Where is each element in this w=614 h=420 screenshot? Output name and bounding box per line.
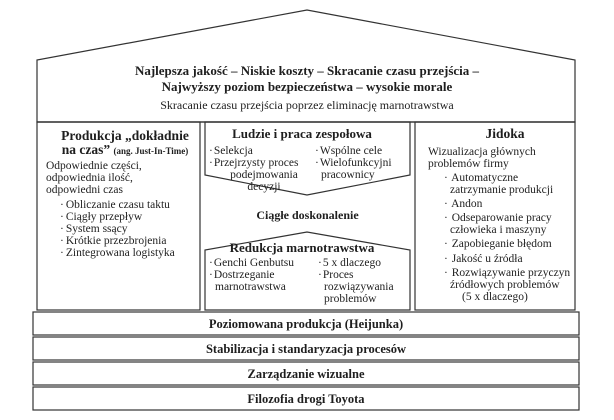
left-pillar-title-note: (ang. Just-In-Time)	[113, 146, 189, 157]
list-item: · Ciągły przepływ	[60, 211, 202, 223]
list-item-cont: decyzji	[247, 181, 281, 194]
list-item: · Genchi Genbutsu	[209, 257, 319, 269]
center-top-right-list	[315, 145, 410, 181]
list-item-cont: problemów	[324, 293, 377, 306]
right-pillar-body	[428, 144, 588, 305]
list-item-line: zatrzymanie produkcji	[450, 184, 554, 197]
list-item: · Wspólne cele	[315, 145, 410, 157]
right-pillar-title: Jidoka	[485, 126, 525, 141]
list-item: · Przejrzysty proces	[209, 157, 319, 169]
list-item-line: Zapobieganie błędom	[451, 238, 552, 251]
left-pillar-title-line-1: Produkcja „dokładnie	[61, 128, 189, 143]
list-item: · System ssący	[60, 223, 202, 235]
center-top-title: Ludzie i praca zespołowa	[232, 126, 372, 141]
right-pillar-intro-2: problemów firmy	[428, 158, 509, 171]
list-item: · Wielofunkcyjni	[315, 157, 410, 169]
list-item-line: Odseparowanie pracy	[451, 212, 552, 225]
list-item: · Selekcja	[209, 145, 319, 157]
list-item	[444, 198, 588, 210]
list-item: · Obliczanie czasu taktu	[60, 199, 202, 211]
list-item-line: Jakość u źródła	[451, 252, 523, 265]
list-item: · 5 x dlaczego	[318, 257, 410, 269]
list-item-line: Automatyczne	[451, 172, 519, 185]
list-item-cont: rozwiązywania	[324, 281, 394, 294]
left-pillar-list	[46, 199, 202, 259]
center-bottom-right-list	[318, 257, 410, 305]
left-pillar-intro-1: Odpowiednie części,	[46, 160, 142, 172]
list-item-cont: pracownicy	[321, 169, 375, 182]
foundation-toyota-way: Filozofia drogi Toyota	[247, 392, 365, 406]
list-item: · Proces	[318, 269, 410, 281]
list-item: · Krótkie przezbrojenia	[60, 235, 202, 247]
center-bottom-left-list	[209, 257, 319, 293]
roof-goals-line-1: Najlepsza jakość – Niskie koszty – Skracanie czasu przejścia –	[134, 63, 480, 78]
list-item-line: źródłowych problemów	[450, 278, 560, 291]
list-item-line: człowieka i maszyny	[450, 224, 547, 237]
left-pillar-intro-2: odpowiednia ilość,	[46, 172, 133, 185]
list-item: · Zintegrowana logistyka	[60, 247, 202, 259]
left-pillar-title-line-2: na czas”	[61, 142, 111, 158]
foundation-stabilization: Stabilizacja i standaryzacja procesów	[205, 342, 407, 356]
roof-subtitle: Skracanie czasu przejścia poprzez eliminację marnotrawstwa	[160, 98, 454, 112]
center-middle-label: Ciągłe doskonalenie	[256, 208, 359, 222]
list-item	[444, 253, 588, 265]
foundation-heijunka: Poziomowana produkcja (Heijunka)	[208, 317, 404, 331]
right-pillar-intro-1: Wizualizacja głównych	[428, 146, 536, 158]
left-pillar-title	[45, 129, 205, 157]
left-pillar-body	[46, 160, 202, 260]
right-pillar-list	[428, 172, 588, 303]
center-bottom-title: Redukcja marnotrawstwa	[229, 240, 375, 255]
roof-goals-line-2: Najwyższy poziom bezpieczeństwa – wysokie morale	[161, 79, 453, 94]
list-item-line: Rozwiązywanie przyczyn	[451, 266, 571, 279]
foundation-visual-management: Zarządzanie wizualne	[247, 367, 365, 381]
center-top-left-list	[209, 145, 319, 193]
list-item	[444, 212, 588, 236]
list-item	[444, 267, 588, 303]
left-pillar-intro-3: odpowiedni czas	[46, 184, 123, 197]
list-item: · Dostrzeganie	[209, 269, 319, 281]
list-item	[444, 238, 588, 250]
list-item-cont: marnotrawstwa	[215, 281, 286, 294]
list-item-cont: podejmowania	[230, 169, 298, 182]
list-item-line: Andon	[451, 198, 483, 211]
list-item	[444, 172, 588, 196]
list-item-line: (5 x dlaczego)	[462, 290, 528, 303]
